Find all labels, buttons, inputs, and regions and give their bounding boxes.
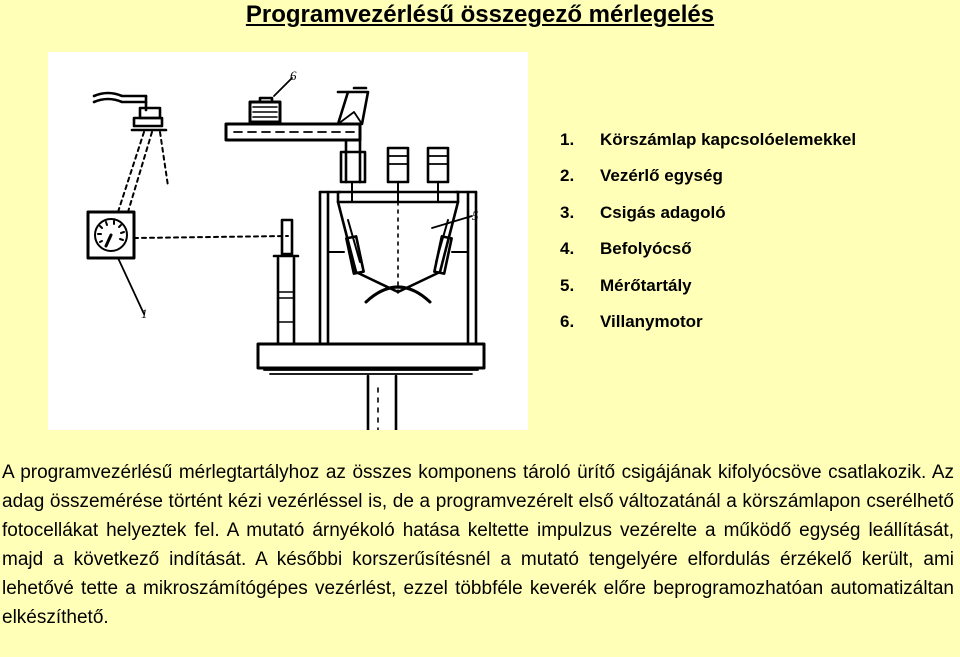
legend-item: 4. Befolyócső: [560, 239, 692, 259]
callout-5: 5: [472, 208, 479, 223]
power-supply-lines: [94, 93, 146, 110]
control-wiring: [118, 132, 288, 238]
legend-item: 3. Csigás adagoló: [560, 202, 726, 222]
control-unit: [132, 108, 166, 130]
component-legend: [560, 124, 856, 342]
description-paragraph: A programvezérlésű mérlegtartályhoz az összes komponens tároló ürítő csigájának kifolyócsöve csatlakozik. Az adag összemérése történt kézi vezérléssel is, de a programvezérelt első változatánál a körszámlapon cserélhető fotocellákat helyeztek fel. A mutató árnyékoló hatása keltette impulzus vezérelte a működő egység leállítását, majd a következő indítását. A későbbi korszerűsítésnél a mutató tengelyére elfordulás érzékelő került, ami lehetővé tette a mikroszámítógépes vezérlést, ezzel többféle keverék előre beprogramozhatóan automatizáltan elkészíthető.: [2, 462, 954, 628]
screw-feeder: [226, 88, 368, 140]
legend-item: 2. Vezérlő egység: [560, 166, 723, 186]
electric-motor: [250, 68, 297, 122]
scale-base: [258, 344, 484, 430]
control-post: [274, 220, 298, 342]
scale-diagram-figure: [48, 52, 528, 430]
legend-item: 6. Villanymotor: [560, 311, 703, 331]
callout-6: 6: [290, 68, 297, 83]
dial-with-switches: [88, 212, 148, 321]
scale-diagram: [48, 52, 528, 430]
page-title: Programvezérlésű összegező mérlegelés: [245, 1, 715, 28]
callout-1: 1: [141, 306, 148, 321]
weighing-hopper: [338, 192, 479, 302]
legend-item: 1. Körszámlap kapcsolóelemekkel: [560, 130, 857, 149]
legend-item: 5. Mérőtartály: [560, 275, 692, 295]
